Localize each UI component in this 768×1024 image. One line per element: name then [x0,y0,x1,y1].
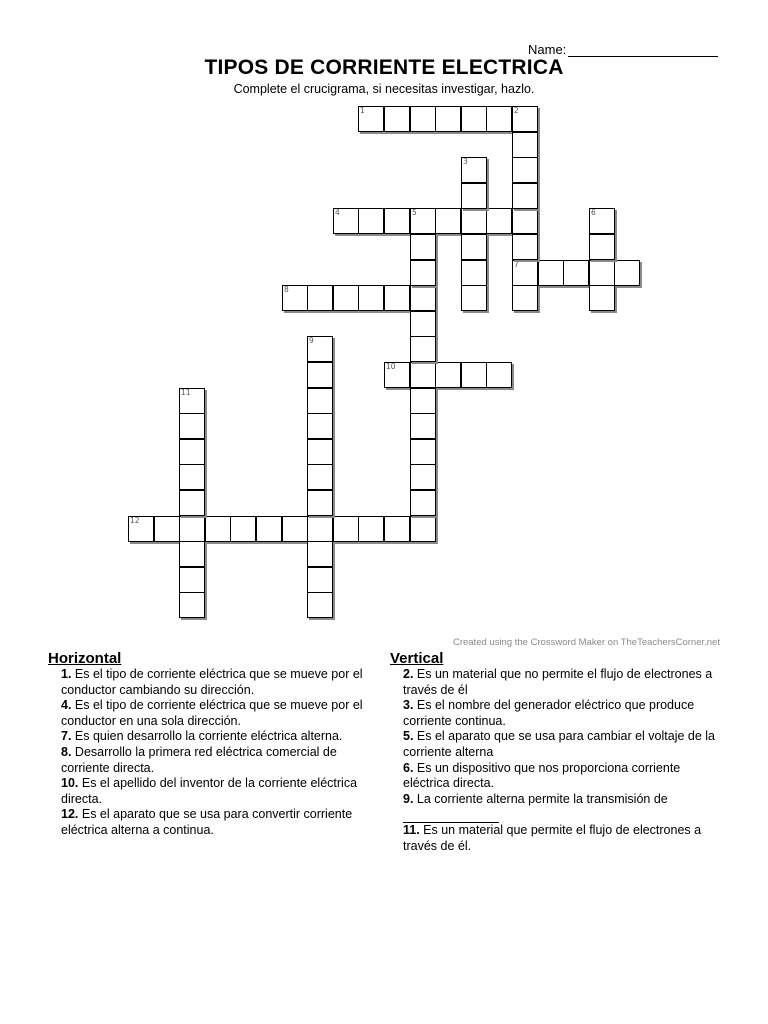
crossword-cell[interactable] [307,336,333,362]
crossword-cell[interactable] [512,132,538,158]
crossword-cell[interactable] [410,388,436,414]
clue-number: 9 [309,336,314,345]
crossword-cell[interactable] [179,516,205,542]
clue-number: 7 [514,260,519,269]
crossword-cell[interactable] [256,516,282,542]
clue-item-number: 3. [403,698,414,713]
page-subtitle: Complete el crucigrama, si necesitas investigar, hazlo. [233,82,535,96]
clue-item-text: Es el tipo de corriente eléctrica que se mueve por el conductor en una sola dirección. [61,698,363,728]
clue-item-number: 7. [61,729,72,744]
crossword-cell[interactable] [538,260,564,286]
clue-item [403,792,725,823]
clue-item [61,667,378,698]
crossword-cell[interactable] [410,362,436,388]
crossword-cell[interactable] [307,567,333,593]
crossword-cell[interactable] [410,464,436,490]
crossword-cell[interactable] [461,234,487,260]
clue-item-text: Es un dispositivo que nos proporciona corriente eléctrica directa. [403,760,681,791]
clue-item [61,698,378,729]
crossword-cell[interactable] [512,208,538,234]
crossword-cell[interactable] [179,413,205,439]
crossword-cell[interactable] [410,260,436,286]
clue-number: 6 [591,208,596,217]
clue-number: 11 [181,388,191,397]
crossword-cell[interactable] [435,362,461,388]
clue-number: 2 [514,106,519,115]
crossword-cell[interactable] [435,208,461,234]
crossword-cell[interactable] [307,388,333,414]
crossword-cell[interactable] [307,413,333,439]
crossword-cell[interactable] [410,490,436,516]
crossword-cell[interactable] [384,208,410,234]
clue-number: 5 [412,208,417,217]
crossword-cell[interactable] [358,285,384,311]
crossword-cell[interactable] [512,260,538,286]
credit-note: Created using the Crossword Maker on TheTeachersCorner.net [452,637,720,648]
crossword-cell[interactable] [563,260,589,286]
crossword-cell[interactable] [179,541,205,567]
vertical-heading: Vertical [390,650,444,667]
clue-item-number: 11. [403,822,420,837]
crossword-cell[interactable] [410,208,436,234]
crossword-cell[interactable] [435,106,461,132]
clue-number: 8 [284,285,289,294]
crossword-cell[interactable] [179,464,205,490]
crossword-cell[interactable] [307,490,333,516]
clue-item-text: Es el tipo de corriente eléctrica que se mueve por el conductor cambiando su dirección. [61,667,363,697]
clue-item-number: 9. [403,791,414,806]
crossword-cell[interactable] [179,592,205,618]
clue-item [403,823,725,854]
crossword-cell[interactable] [410,106,436,132]
crossword-cell[interactable] [307,516,333,542]
crossword-cell[interactable] [307,362,333,388]
crossword-cell[interactable] [384,106,410,132]
crossword-cell[interactable] [333,516,359,542]
clue-item-text: Es un material que permite el flujo de electrones a través de él. [403,822,702,853]
crossword-cell[interactable] [282,516,308,542]
crossword-cell[interactable] [384,362,410,388]
horizontal-clues [48,650,378,839]
crossword-cell[interactable] [358,208,384,234]
page-title: TIPOS DE CORRIENTE ELECTRICA [204,56,564,79]
clue-item-text: Es el nombre del generador eléctrico que produce corriente continua. [403,698,695,728]
crossword-cell[interactable] [589,285,615,311]
crossword-cell[interactable] [179,388,205,414]
crossword-cell[interactable] [307,439,333,465]
crossword-cell[interactable] [589,208,615,234]
crossword-cell[interactable] [384,516,410,542]
crossword-cell[interactable] [512,157,538,183]
crossword-cell[interactable] [230,516,256,542]
clue-item-text: Es quien desarrollo la corriente eléctrica alterna. [71,729,343,744]
clue-item-text: La corriente alterna permite la transmisión de [413,791,668,806]
clue-number: 10 [386,362,396,371]
crossword-cell[interactable] [384,285,410,311]
clue-item-text: Es el aparato que se usa para cambiar el voltaje de la corriente alterna [403,729,716,759]
clue-item-number: 6. [403,760,414,775]
crossword-cell[interactable] [589,234,615,260]
clue-number: 1 [360,106,365,115]
crossword-cell[interactable] [589,260,615,286]
crossword-cell[interactable] [461,106,487,132]
crossword-cell[interactable] [461,183,487,209]
crossword-cell[interactable] [410,234,436,260]
crossword-cell[interactable] [282,285,308,311]
crossword-cell[interactable] [461,157,487,183]
crossword-cell[interactable] [358,106,384,132]
horizontal-clue-list [48,667,378,839]
crossword-cell[interactable] [179,490,205,516]
crossword-cell[interactable] [486,362,512,388]
crossword-cell[interactable] [512,106,538,132]
crossword-cell[interactable] [461,285,487,311]
crossword-cell[interactable] [333,285,359,311]
crossword-cell[interactable] [486,208,512,234]
clue-item-text: Desarrollo la primera red eléctrica comercial de corriente directa. [61,744,337,775]
crossword-cell[interactable] [333,208,359,234]
clue-item-number: 5. [403,729,414,744]
crossword-cell[interactable] [307,285,333,311]
crossword-cell[interactable] [307,541,333,567]
crossword-cell[interactable] [128,516,154,542]
crossword-cell[interactable] [358,516,384,542]
clue-item-number: 4. [61,698,72,713]
clue-item [403,761,725,792]
crossword-cell[interactable] [410,516,436,542]
clue-item [403,729,725,760]
clue-item-text: Es un material que no permite el flujo de electrones a través de él [403,667,713,697]
clue-item-number: 12. [61,807,79,822]
crossword-cell[interactable] [461,260,487,286]
horizontal-heading: Horizontal [48,650,122,667]
clue-item-number: 10. [61,776,79,791]
vertical-clue-list [390,667,725,854]
clue-item-number: 1. [61,667,72,681]
crossword-cell[interactable] [461,362,487,388]
clue-item-number: 2. [403,667,414,681]
vertical-clues [390,650,725,854]
crossword-cell[interactable] [512,285,538,311]
clue-item [61,729,378,745]
crossword-cell[interactable] [512,183,538,209]
name-label: Name: [528,42,567,57]
clue-number: 12 [130,516,140,525]
crossword-cell[interactable] [410,336,436,362]
crossword-cell[interactable] [179,567,205,593]
crossword-cell[interactable] [486,106,512,132]
crossword-cell[interactable] [179,439,205,465]
answer-blank-line[interactable] [403,810,499,823]
crossword-cell[interactable] [410,439,436,465]
clue-item-number: 8. [61,744,72,759]
clue-item [61,776,378,807]
crossword-cell[interactable] [512,234,538,260]
crossword-cell[interactable] [205,516,231,542]
crossword-cell[interactable] [410,311,436,337]
clue-item [61,745,378,776]
clue-item [403,698,725,729]
clue-item-text: Es el aparato que se usa para convertir corriente eléctrica alterna a continua. [61,807,353,837]
crossword-cell[interactable] [410,285,436,311]
clue-item [61,807,378,838]
crossword-cell[interactable] [154,516,180,542]
crossword-cell[interactable] [410,413,436,439]
clue-item-text: Es el apellido del inventor de la corriente eléctrica directa. [61,776,358,806]
crossword-cell[interactable] [307,464,333,490]
crossword-cell[interactable] [614,260,640,286]
clue-number: 3 [463,157,468,166]
clue-number: 4 [335,208,340,217]
crossword-cell[interactable] [461,208,487,234]
clue-item [403,667,725,698]
crossword-cell[interactable] [307,592,333,618]
